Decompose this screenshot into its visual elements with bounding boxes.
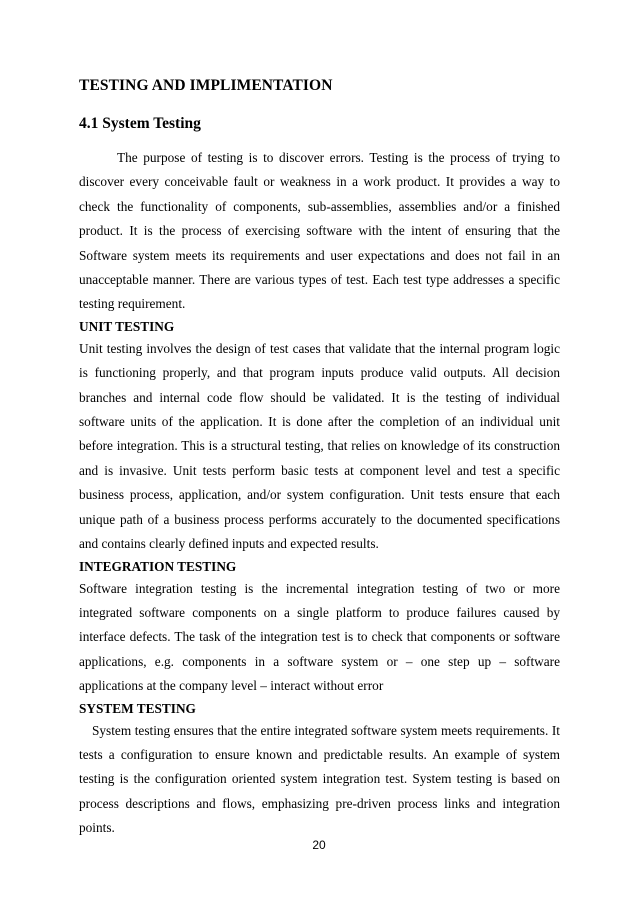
intro-paragraph: The purpose of testing is to discover errors. Testing is the process of trying to discover every conceivable fault or weakness in a work product. It provides a way to check the functionality of components, sub-assemblies, assemblies and/or a finished product. It is the process of exercising software with the intent of ensuring that the Software system meets its requirements and user expectations and does not fail in an unacceptable manner. There are various types of test. Each test type addresses a specific testing requirement. xyxy=(79,150,560,312)
system-testing-paragraph: System testing ensures that the entire integrated software system meets requirements. It tests a configuration to ensure known and predictable results. An example of system testing is the configuration oriented system integration test. System testing is based on process descriptions and flows, emphasizing pre-driven process links and integration points. xyxy=(79,722,560,836)
page-number: 20 xyxy=(312,838,326,852)
chapter-title: TESTING AND IMPLIMENTATION xyxy=(79,77,333,94)
integration-testing-heading: INTEGRATION TESTING xyxy=(79,558,237,574)
unit-testing-paragraph: Unit testing involves the design of test cases that validate that the internal program logic is functioning properly, and that program inputs produce valid outputs. All decision branches and internal code flow should be validated. It is the testing of individual software units of the application. It is done after the completion of an individual unit before integration. This is a structural testing, that relies on knowledge of its construction and is invasive. Unit tests perform basic tests at component level and test a specific business process, application, and/or system configuration. Unit tests ensure that each unique path of a business process performs accurately to the documented specifications and contains clearly defined inputs and expected results. xyxy=(79,340,560,552)
section-title: 4.1 System Testing xyxy=(79,115,201,132)
document-page xyxy=(79,76,560,841)
system-testing-heading: SYSTEM TESTING xyxy=(79,700,196,716)
integration-testing-paragraph: Software integration testing is the incremental integration testing of two or more integrated software components on a single platform to produce failures caused by interface defects. The task of the integration test is to check that components or software applications, e.g. components in a software system or – one step up – software applications at the company level – interact without error xyxy=(79,580,560,694)
unit-testing-heading: UNIT TESTING xyxy=(79,318,175,334)
